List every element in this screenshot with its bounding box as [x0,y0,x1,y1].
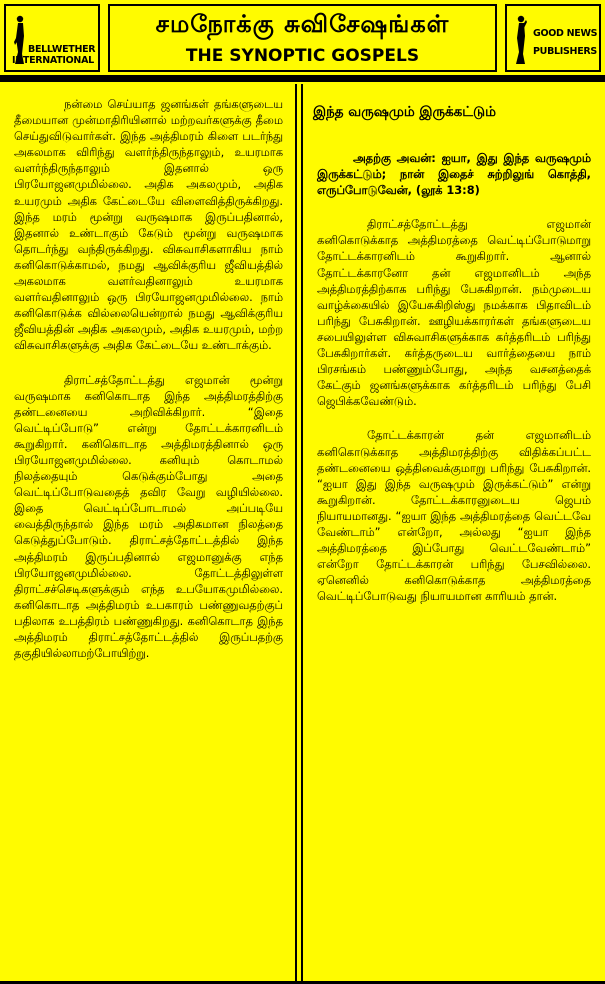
left-column [0,84,297,982]
publisher-logo-line2: PUBLISHERS [533,46,597,57]
bellwether-logo-line2: INTERNATIONAL [12,55,94,66]
publisher-figure-icon [513,14,527,66]
left-column-text [14,96,283,661]
right-column [301,84,605,982]
header-divider [0,78,605,82]
title-box [108,4,497,72]
bellwether-logo-line1: BELLWETHER [28,44,96,55]
section-heading: இந்த வருஷமும் இருக்கட்டும் [313,104,496,120]
left-paragraph-1: நன்மை செய்யாத ஜனங்கள் தங்களுடைய தீமையான முன்மாதிரியினால் மற்றவர்களுக்கு தீமை செய்துவிடுவார்கள். இந்த அத்திமரம் கிளை படர்ந்து அகலமாக விரிந்து வளர்ந்திருந்தாலும், உயரமாக வளர்ந்திருந்தாலும் இதனால் ஒரு பிரயோஜனமுமில்லை. அதிக அகலமும், அதிக உயரமும் அதிக கேட்டையே விளைவித்திருக்கிறது. இந்த மரம் மூன்று வருஷமாக இருப்பதினால், இதனால் உண்டாகும் கேடும் மூன்று வருஷமாக தொடர்ந்து வந்திருக்கிறது. விசுவாசிகளாகிய நாம் கனிகொடுக்காமல், நமது ஆவிக்குரிய ஜீவியத்தில் அகலமாக வளர்வதினாலும் உயரமாக வளர்வதினாலும் ஒரு பிரயோஜனமுமில்லை. நாம் கனிகொடுக்க வில்லையென்றால் நமது ஆவிக்குரிய ஜீவியத்தின் அதிக அகலமும், அதிக உயரமும், மற்ற விசுவாசிகளுக்கு அதிக கேட்டையே உண்டாக்கும். [14,97,283,353]
page-title-tamil: சமநோக்கு சுவிசேஷங்கள் [155,10,450,38]
left-paragraph-2: திராட்சத்தோட்டத்து எஜமான் மூன்று வருஷமாக கனிகொடாத இந்த அத்திமரத்திற்கு தண்டனையை அறிவிக்கிறார். “இதை வெட்டிப்போடு” என்று தோட்டக்காரனிடம் கூறுகிறார். கனிகொடாத அத்திமரத்தினால் ஒரு பிரயோஜனமுமில்லை. கனியும் கொடாமல் நிலத்தையும் கெடுக்கும்போது அதை வெட்டிப்போடுவதைத் தவிர வேறு வழியில்லை. இதை வெட்டிப்போடாமல் அப்படியே வைத்திருந்தால் இந்த மரம் அதிகமான நிலத்தை கெடுத்துப்போடும். திராட்சத்தோட்டத்தில் இந்த அத்திமரம் இருப்பதினால் எஜமானுக்கு எந்த பிரயோஜனமுமில்லை. தோட்டத்திலுள்ள திராட்சச்செடிகளுக்கும் எந்த உபயோகமுமில்லை. கனிகொடாத அத்திமரம் உபகாரம் பண்ணுவதற்குப் பதிலாக உபத்திரம் பண்ணுகிறது. கனிகொடாத இந்த அத்திமரம் திராட்சத்தோட்டத்தில் இருப்பதற்கு தகுதியில்லாமற்போயிற்று. [14,372,283,661]
scripture-verse: அதற்கு அவன்: ஐயா, இது இந்த வருஷமும் இருக்கட்டும்; நான் இதைச் சுற்றிலுங் கொத்தி, எருப்போடுவேன், (லூக் 13:8) [317,151,591,198]
publisher-logo-line1: GOOD NEWS [533,28,598,39]
right-column-text [317,150,591,604]
right-paragraph-1: திராட்சத்தோட்டத்து எஜமான் கனிகொடுக்காத அத்திமரத்தை வெட்டிப்போடுமாறு தோட்டக்காரனிடம் கூறுகிறார். ஆனால் தோட்டக்காரனோ தன் எஜமானிடம் அந்த அத்திமரத்திற்காக பரிந்து பேசுகிறான். நம்முடைய வாழ்க்கையில் இயேசுகிறிஸ்து நமக்காக பிதாவிடம் பரிந்து பேசுகிறான். ஊழியக்காரர்கள் தங்களுடைய சபையிலுள்ள விசுவாசிகளுக்காக கர்த்தரிடம் பரிந்து பேசுகிறார்கள். கர்த்தருடைய வார்த்தையை நாம் பிரசங்கம் பண்ணும்போது, அந்த வசனத்தைக் கேட்கும் ஜனங்களுக்காக கர்த்தரிடம் பரிந்து பேசி ஜெபிக்கவேண்டும். [317,217,591,409]
header-banner [0,0,605,78]
good-news-publishers-logo [505,4,601,72]
right-paragraph-2: தோட்டக்காரன் தன் எஜமானிடம் கனிகொடுக்காத அத்திமரத்திற்கு விதிக்கப்பட்ட தண்டனையை ஒத்திவைக்குமாறு பரிந்து பேசுகிறான். “ஐயா இது இந்த வருஷமும் இருக்கட்டும்” என்று கூறுகிறான். தோட்டக்காரனுடைய ஜெபம் நியாயமானது. “ஐயா இந்த அத்திமரத்தை வெட்டவே வேண்டாம்” என்றோ, அல்லது “ஐயா இந்த அத்திமரத்தை இப்போது வெட்டவேண்டாம்” என்றோ தோட்டக்காரன் பரிந்து பேசவில்லை. ஏனெனில் கனிகொடுக்காத அத்திமரத்தை வெட்டிப்போடுவது நியாயமான காரியம் தான். [317,428,591,604]
page-title-english: THE SYNOPTIC GOSPELS [185,46,420,66]
bellwether-logo [4,4,100,72]
